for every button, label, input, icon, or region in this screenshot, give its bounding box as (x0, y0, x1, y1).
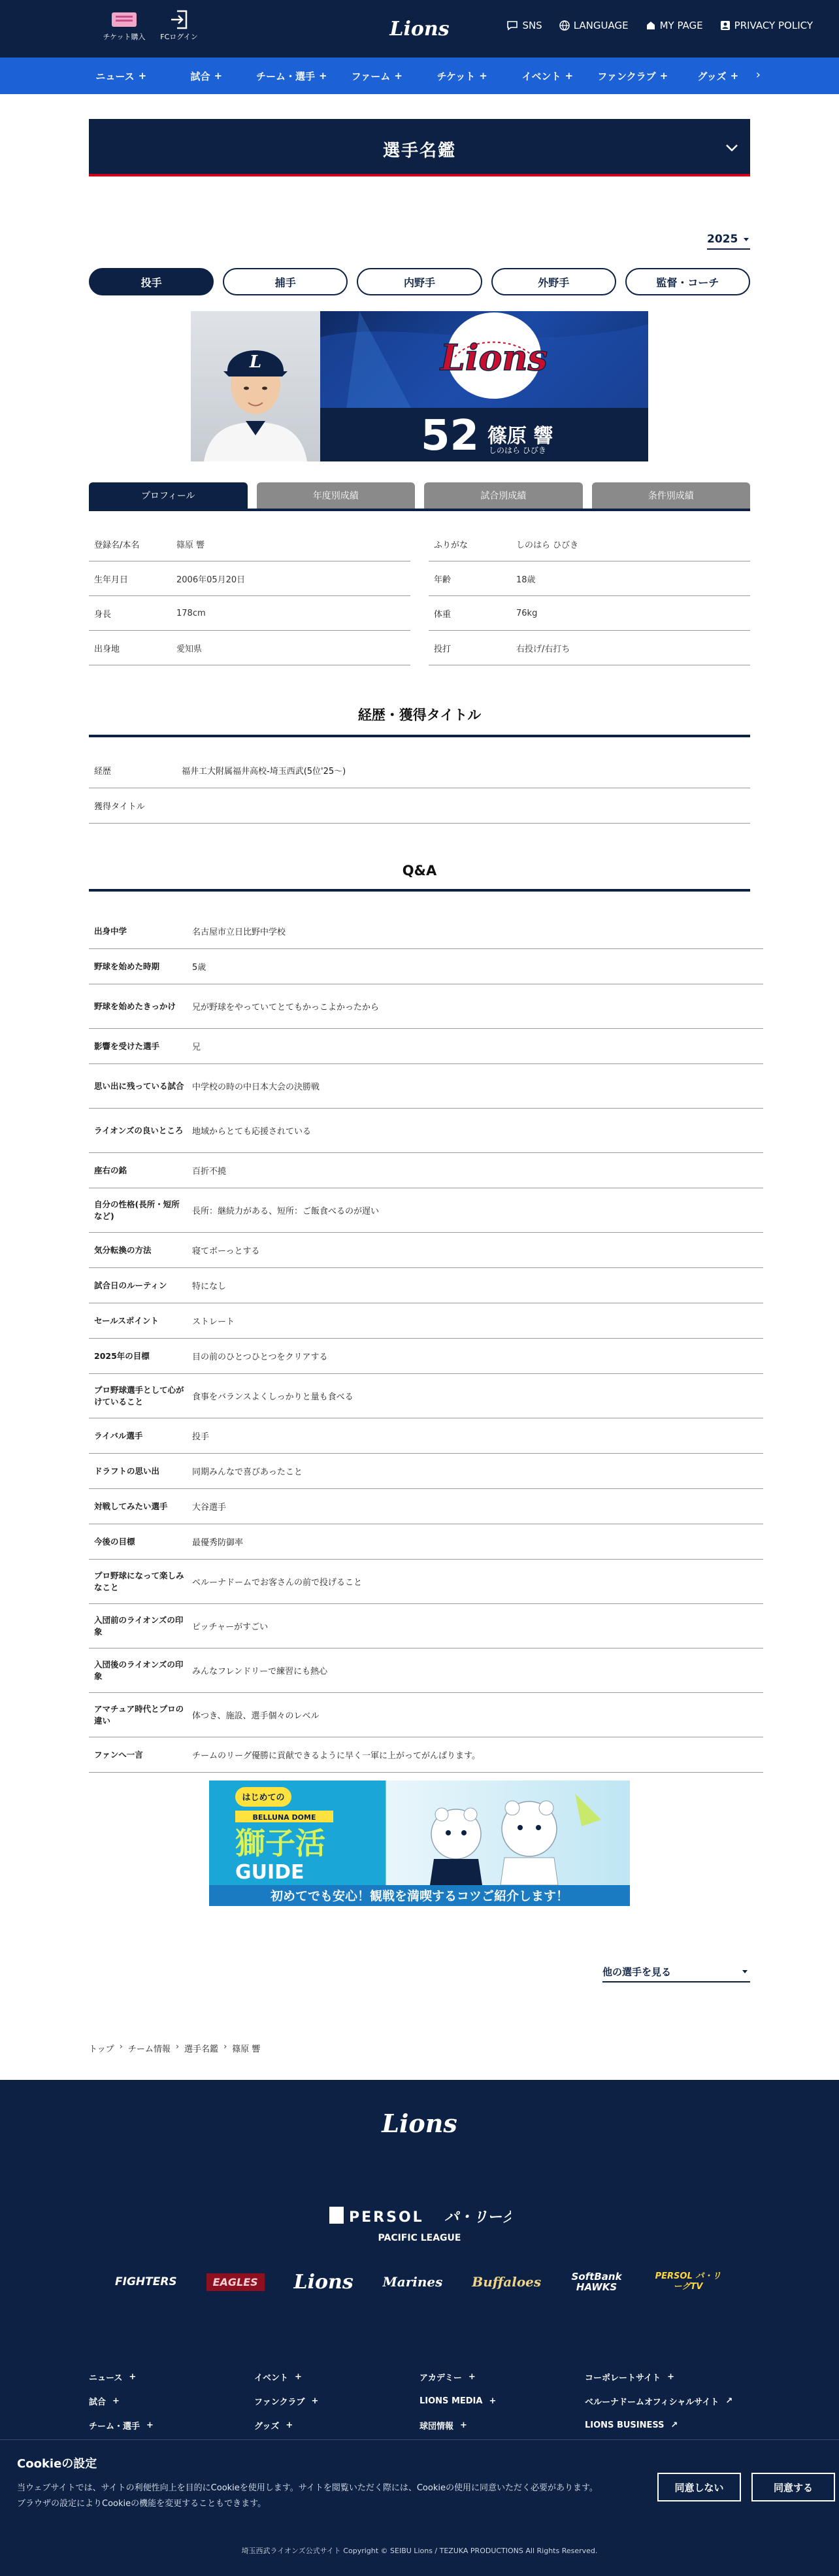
qa-question: 入団前のライオンズの印象 (94, 1615, 184, 1637)
page-title-bar[interactable] (89, 119, 750, 176)
player-name: 篠原 響 (487, 425, 553, 448)
footer-link-label: アカデミー (420, 2373, 462, 2383)
marines-logo[interactable]: Marines (382, 2274, 443, 2290)
site-header (0, 0, 839, 58)
user-icon (720, 20, 731, 31)
qa-row (89, 1737, 763, 1773)
lions-logo[interactable] (387, 14, 452, 42)
qa-question: 入団後のライオンズの印象 (94, 1660, 184, 1681)
privacy-link[interactable] (720, 20, 813, 31)
nav-item-goods[interactable] (676, 58, 761, 94)
qa-question: 対戦してみたい選手 (94, 1501, 168, 1511)
cookie-body-line2: ブラウザの設定によりCookieの機能を変更することもできます。 (17, 2499, 267, 2509)
qa-row (89, 1374, 763, 1418)
plus-icon: + (460, 2420, 467, 2430)
profile-value: 2006年05月20日 (176, 575, 246, 585)
nav-label: ニュース (95, 70, 135, 82)
footer-link-club-info[interactable] (420, 2413, 585, 2437)
profile-row (89, 596, 750, 631)
qa-answer: ピッチャーがすごい (192, 1622, 269, 1632)
pa-league-tv-logo[interactable]: PERSOL パ・リーグTV (655, 2271, 721, 2292)
qa-answer: 5歳 (192, 963, 206, 973)
qa-row (89, 1268, 763, 1303)
cookie-title: Cookieの設定 (17, 2457, 97, 2471)
external-link-icon: ↗ (670, 2420, 678, 2430)
qa-answer: 兄が野球をやっていてとてもかっこよかったから (192, 1003, 380, 1012)
breadcrumb-directory[interactable]: 選手名鑑 (184, 2045, 219, 2054)
profile-row (89, 561, 750, 596)
qa-answer: 百折不撓 (192, 1167, 227, 1177)
footer-link-lions-media[interactable] (420, 2389, 585, 2413)
language-label: LANGUAGE (573, 20, 629, 31)
privacy-label: PRIVACY POLICY (734, 20, 813, 31)
plus-icon: + (311, 2396, 319, 2406)
profile-row (89, 527, 750, 561)
svg-text:PERSOL: PERSOL (349, 2209, 424, 2226)
cookie-body-line1: 当ウェブサイトでは、サイトの利便性向上を目的にCookieを使用します。サイトを閲覧いただく際には、Cookieの使用に同意いただく必要があります。 (17, 2483, 598, 2493)
qa-table (89, 914, 763, 1773)
position-tabs (89, 268, 750, 295)
qa-row (89, 1454, 763, 1489)
fc-login-label: FCログイン (160, 33, 198, 41)
qa-question: 2025年の目標 (94, 1350, 150, 1361)
mypage-icon (646, 20, 656, 31)
nav-label: グッズ (697, 70, 727, 82)
profile-table (89, 527, 750, 665)
svg-text:はじめての: はじめての (242, 1793, 285, 1803)
plus-icon: + (667, 2372, 674, 2382)
qa-question: セールスポイント (94, 1315, 159, 1326)
qa-answer: 投手 (192, 1432, 210, 1442)
footer-link-label: 球団情報 (420, 2422, 454, 2432)
profile-key: 年齢 (434, 575, 452, 585)
qa-question: 野球を始めたきっかけ (94, 1001, 176, 1011)
other-players-select[interactable] (602, 1965, 750, 1982)
qa-question: 気分転換の方法 (94, 1245, 152, 1255)
footer-link-academy[interactable] (420, 2365, 585, 2389)
footer-link-label: ファンクラブ (254, 2398, 305, 2407)
qa-question: アマチュア時代とプロの違い (94, 1704, 184, 1726)
fc-login-button[interactable] (153, 8, 205, 50)
career-heading: 経歴・獲得タイトル (89, 705, 750, 737)
pacific-league-label: PACIFIC LEAGUE (378, 2233, 461, 2243)
profile-key: 登録名/本名 (94, 540, 140, 550)
breadcrumb-separator-icon: › (119, 2042, 123, 2052)
footer-link-belluna-dome[interactable] (585, 2389, 750, 2413)
profile-key: 生年月日 (94, 575, 129, 585)
profile-value: 18歳 (516, 575, 536, 585)
svg-text:パ・リーグ: パ・リーグ (444, 2209, 511, 2226)
buffaloes-logo[interactable]: Buffaloes (472, 2274, 542, 2290)
svg-text:初めてでも安心！観戦を満喫するコツご紹介します！: 初めてでも安心！観戦を満喫するコツご紹介します！ (270, 1889, 569, 1903)
plus-icon: + (468, 2372, 476, 2382)
qa-answer: 最優秀防御率 (192, 1538, 244, 1548)
sns-label: SNS (522, 20, 542, 31)
footer-link-goods[interactable] (254, 2413, 420, 2437)
qa-answer: 地域からとても応援されている (192, 1127, 312, 1137)
plus-icon: + (129, 2372, 137, 2382)
svg-text:BELLUNA DOME: BELLUNA DOME (252, 1813, 316, 1822)
plus-icon: + (659, 70, 668, 82)
qa-answer: 目の前のひとつひとつをクリアする (192, 1352, 328, 1362)
footer-link-news[interactable] (89, 2365, 254, 2389)
global-nav (0, 58, 839, 94)
qa-row (89, 1693, 763, 1737)
breadcrumb-current: 篠原 響 (232, 2045, 261, 2054)
qa-question: ライオンズの良いところ (94, 1125, 184, 1135)
qa-answer: みんなフレンドリーで練習にも熱心 (192, 1667, 328, 1677)
external-link-icon: ↗ (725, 2396, 733, 2406)
qa-row (89, 1489, 763, 1524)
footer-link-label: 試合 (89, 2398, 107, 2407)
qa-question: 野球を始めた時期 (94, 961, 160, 971)
qa-row (89, 1604, 763, 1648)
qa-question: ドラフトの思い出 (94, 1465, 160, 1476)
qa-row (89, 1233, 763, 1268)
tab-coach[interactable]: 監督・コーチ (625, 268, 750, 295)
qa-answer: 食事をバランスよくしっかりと量も食べる (192, 1392, 354, 1402)
login-icon (153, 8, 205, 31)
data-tabs (89, 482, 750, 511)
caret-down-icon (742, 1970, 748, 1973)
qa-row (89, 1188, 763, 1233)
qa-row (89, 1648, 763, 1693)
nav-item-team[interactable] (249, 58, 335, 94)
plus-icon: + (565, 70, 574, 82)
player-kana: しのはら ひびき (489, 446, 546, 455)
qa-answer: 名古屋市立日比野中学校 (192, 928, 286, 937)
nav-next-arrow-icon[interactable]: › (755, 68, 761, 82)
qa-answer: 同期みんなで喜びあったこと (192, 1467, 303, 1477)
qa-row (89, 914, 763, 949)
breadcrumb-top[interactable]: トップ (89, 2045, 114, 2054)
profile-value: 愛知県 (176, 644, 203, 654)
qa-row (89, 1339, 763, 1374)
plus-icon: + (214, 70, 223, 82)
player-name-band (320, 408, 648, 461)
tab-game-stats[interactable]: 試合別成績 (424, 482, 583, 509)
player-hero (191, 311, 648, 461)
footer-link-event[interactable] (254, 2365, 420, 2389)
footer-link-label: LIONS BUSINESS (585, 2420, 665, 2430)
footer-link-fanclub[interactable] (254, 2389, 420, 2413)
career-key: 経歴 (94, 767, 112, 777)
svg-text:Lions: Lions (389, 18, 450, 41)
plus-icon: + (394, 70, 403, 82)
footer-link-label: コーポレートサイト (585, 2373, 661, 2383)
plus-icon: + (295, 2372, 302, 2382)
cookie-accept-button[interactable]: 同意する (751, 2473, 835, 2501)
nav-item-fanclub[interactable] (590, 58, 676, 94)
career-row (89, 788, 750, 824)
qa-row (89, 1064, 763, 1109)
qa-answer: 寝てボーっとする (192, 1246, 260, 1256)
career-row (89, 753, 750, 788)
nav-label: ファーム (351, 70, 391, 82)
qa-question: ライバル選手 (94, 1430, 143, 1441)
qa-answer: 中学校の時の中日本大会の決勝戦 (192, 1082, 320, 1092)
nav-label: ファンクラブ (597, 70, 656, 82)
qa-question: 座右の銘 (94, 1165, 127, 1175)
qa-row (89, 1303, 763, 1339)
breadcrumb-separator-icon: › (223, 2042, 227, 2052)
nav-item-games[interactable] (164, 58, 250, 94)
eagles-logo[interactable]: EAGLES (206, 2273, 265, 2291)
plus-icon: + (479, 70, 487, 82)
other-players-label: 他の選手を見る (602, 1966, 672, 1978)
qa-question: 思い出に残っている試合 (94, 1080, 184, 1091)
breadcrumb-separator-icon: › (175, 2042, 180, 2052)
profile-key: 身長 (94, 609, 112, 620)
footer-link-label: イベント (254, 2373, 289, 2383)
footer-link-label: チーム・選手 (89, 2422, 140, 2432)
nav-label: 試合 (190, 70, 210, 82)
page-title: 選手名鑑 (382, 141, 456, 161)
qa-answer: 体つき、施設、選手個々のレベル (192, 1711, 320, 1721)
nav-item-event[interactable] (505, 58, 591, 94)
qa-answer: 大谷選手 (192, 1503, 227, 1513)
profile-value: 右投げ/右打ち (516, 644, 570, 654)
breadcrumb-team[interactable]: チーム情報 (127, 2045, 171, 2054)
chat-icon (506, 20, 518, 31)
sns-link[interactable] (506, 20, 542, 31)
qa-row (89, 1029, 763, 1064)
team-logos (115, 2258, 724, 2306)
career-value: 福井工大附属福井高校-埼玉西武(5位'25〜) (182, 767, 346, 777)
qa-row (89, 1524, 763, 1560)
footer-link-lions-business[interactable] (585, 2413, 750, 2437)
footer-link-corporate[interactable] (585, 2365, 750, 2389)
svg-text:Lions: Lions (440, 337, 548, 378)
qa-row (89, 949, 763, 984)
mypage-link[interactable] (646, 20, 703, 31)
svg-text:Lions: Lions (382, 2109, 457, 2138)
qa-heading: Q&A (89, 863, 750, 892)
nav-item-farm[interactable] (335, 58, 420, 94)
tab-yearly-stats[interactable]: 年度別成績 (257, 482, 416, 509)
qa-question: 今後の目標 (94, 1536, 135, 1547)
fighters-logo[interactable]: FIGHTERS (115, 2275, 177, 2288)
shishikatsu-guide-banner[interactable] (209, 1781, 630, 1906)
qa-question: 出身中学 (94, 926, 127, 936)
profile-value: しのはら ひびき (516, 540, 579, 550)
lions-team-logo[interactable]: Lions (293, 2270, 354, 2294)
chevron-down-icon (723, 139, 741, 157)
career-table (89, 753, 750, 824)
mypage-label: MY PAGE (659, 20, 703, 31)
profile-key: ふりがな (434, 540, 469, 550)
profile-value: 76kg (516, 608, 538, 618)
profile-row (89, 631, 750, 665)
hawks-logo[interactable]: SoftBank HAWKS (571, 2270, 622, 2293)
qa-answer: チームのリーグ優勝に貢献できるように早く一軍に上がってがんばります。 (192, 1751, 480, 1761)
qa-row (89, 1418, 763, 1454)
nav-item-ticket[interactable] (420, 58, 505, 94)
ticket-button[interactable] (98, 8, 150, 50)
profile-key: 出身地 (94, 644, 120, 654)
year-select[interactable] (707, 233, 750, 250)
profile-key: 体重 (434, 609, 452, 620)
tab-infielder[interactable]: 内野手 (357, 268, 482, 295)
plus-icon: + (286, 2420, 293, 2430)
qa-question: プロ野球選手として心がけていること (94, 1385, 184, 1407)
career-key: 獲得タイトル (94, 802, 145, 812)
qa-question: 自分の性格(長所・短所など) (94, 1199, 180, 1221)
qa-answer: 長所：継続力がある、短所：ご飯食べるのが遅い (192, 1207, 380, 1216)
footer-link-label: ニュース (89, 2373, 123, 2383)
cookie-banner (0, 2439, 839, 2520)
qa-question: 影響を受けた選手 (94, 1041, 160, 1051)
plus-icon: + (730, 70, 739, 82)
tab-profile[interactable]: プロフィール (89, 482, 248, 509)
nav-item-news[interactable] (78, 58, 164, 94)
globe-icon (559, 20, 570, 31)
footer-link-team[interactable] (89, 2413, 254, 2437)
plus-icon: + (146, 2420, 154, 2430)
footer-link-label: LIONS MEDIA (420, 2396, 483, 2406)
copyright: 埼玉西武ライオンズ公式サイト Copyright © SEIBU Lions / TEZUKA PRODUCTIONS All Rights Reserved. (241, 2547, 598, 2555)
qa-answer: ベルーナドームでお客さんの前で投げること (192, 1578, 363, 1588)
tab-pitcher[interactable]: 投手 (89, 268, 214, 295)
qa-row (89, 984, 763, 1029)
tab-catcher[interactable]: 捕手 (223, 268, 348, 295)
profile-key: 投打 (434, 644, 452, 654)
nav-label: チケット (436, 70, 476, 82)
nav-label: イベント (521, 70, 561, 82)
cookie-decline-button[interactable]: 同意しない (657, 2473, 741, 2501)
qa-answer: 特になし (192, 1282, 227, 1292)
footer-links (89, 2365, 750, 2437)
persol-pa-league-logo[interactable] (328, 2204, 511, 2226)
qa-answer: ストレート (192, 1317, 235, 1327)
profile-value: 篠原 響 (176, 540, 205, 550)
ticket-label: チケット購入 (103, 33, 146, 41)
tab-outfielder[interactable]: 外野手 (491, 268, 616, 295)
qa-answer: 兄 (192, 1043, 201, 1052)
breadcrumb (89, 2042, 260, 2054)
qa-row (89, 1109, 763, 1153)
svg-text:獅子活: 獅子活 (235, 1826, 325, 1861)
svg-text:L: L (249, 352, 262, 372)
player-photo (191, 311, 320, 461)
ticket-icon (98, 8, 150, 31)
language-link[interactable] (559, 20, 629, 31)
plus-icon: + (489, 2396, 497, 2406)
qa-row (89, 1153, 763, 1188)
nav-label: チーム・選手 (255, 70, 315, 82)
footer-link-label: グッズ (254, 2422, 280, 2432)
plus-icon: + (112, 2396, 120, 2406)
svg-text:GUIDE: GUIDE (235, 1861, 304, 1884)
tab-situational-stats[interactable]: 条件別成績 (592, 482, 751, 509)
profile-value: 178cm (176, 608, 206, 618)
footer-link-label: ベルーナドームオフィシャルサイト (585, 2398, 719, 2407)
qa-question: ファンへ一言 (94, 1749, 143, 1760)
plus-icon: + (138, 70, 147, 82)
caret-down-icon (744, 238, 749, 241)
year-value: 2025 (707, 233, 738, 246)
qa-row (89, 1560, 763, 1604)
qa-question: 試合日のルーティン (94, 1280, 167, 1290)
footer-lions-logo[interactable] (379, 2105, 460, 2140)
footer-link-games[interactable] (89, 2389, 254, 2413)
plus-icon: + (318, 70, 327, 82)
qa-question: プロ野球になって楽しみなこと (94, 1571, 184, 1592)
uniform-number: 52 (421, 412, 480, 460)
